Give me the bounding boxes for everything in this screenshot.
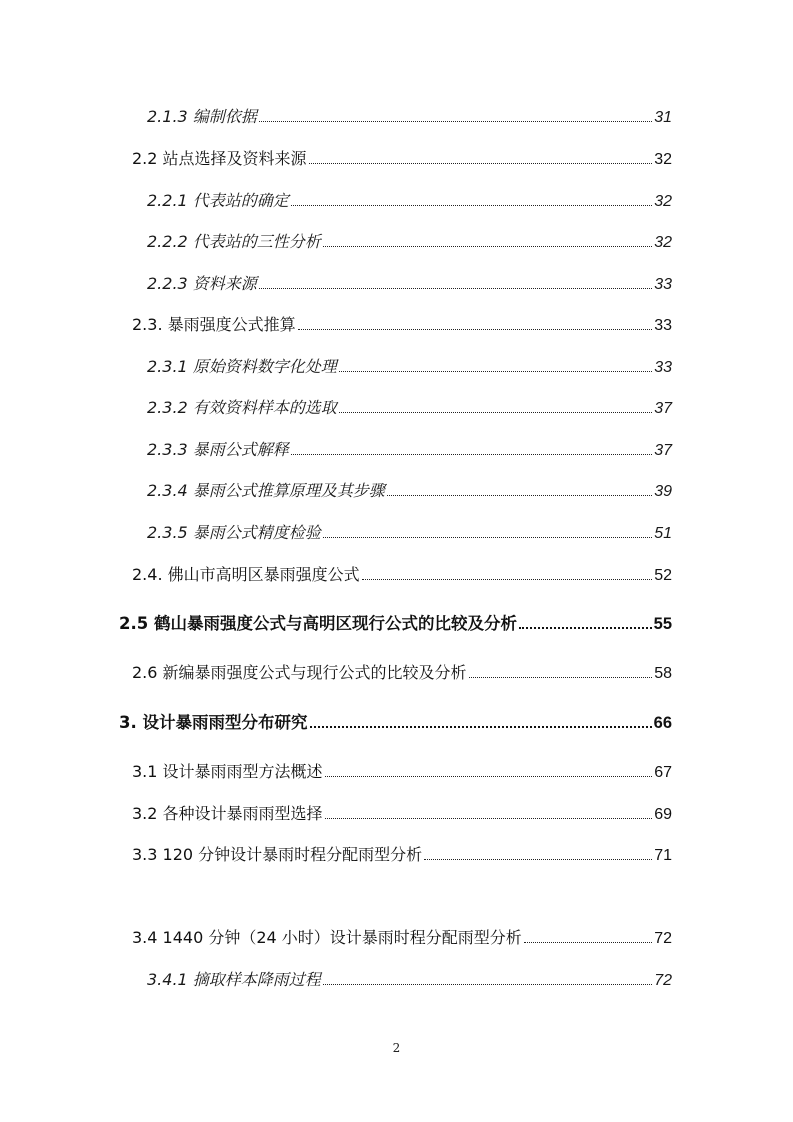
toc-entry-page: 51 [654,525,672,542]
toc-entry-2-2-2[interactable] [147,232,672,253]
toc-entry-3-1[interactable] [132,762,672,783]
toc-entry-2-1-3[interactable] [147,107,672,128]
toc-entry-label: 3. 设计暴雨雨型分布研究 [119,713,308,732]
dot-leader [362,579,653,580]
toc-entry-label: 3.2 各种设计暴雨雨型选择 [132,804,323,823]
dot-leader [310,726,652,728]
toc-entry-2-3-1[interactable] [147,357,672,378]
toc-entry-page: 32 [654,151,672,168]
toc-entry-label: 2.4. 佛山市高明区暴雨强度公式 [132,565,360,584]
toc-entry-label: 2.3.5 暴雨公式精度检验 [147,523,321,542]
toc-entry-label: 2.3.4 暴雨公式推算原理及其步骤 [147,481,385,500]
toc-entry-page: 32 [654,234,672,251]
toc-entry-3-3[interactable] [132,845,672,866]
dot-leader [298,329,653,330]
toc-entry-page: 32 [654,193,672,210]
dot-leader [259,288,652,289]
toc-entry-page: 66 [653,714,672,732]
toc-entry-2-3-5[interactable] [147,523,672,544]
page-number: 2 [392,1041,401,1055]
toc-entry-page: 37 [654,400,672,417]
toc-entry-2-2[interactable] [132,149,672,170]
toc-entry-label: 2.2.3 资料来源 [147,274,257,293]
dot-leader [339,412,652,413]
toc-entry-2-2-1[interactable] [147,191,672,212]
toc-entry-2-6[interactable] [132,663,672,684]
toc-entry-label: 2.2.1 代表站的确定 [147,191,289,210]
dot-leader [323,984,652,985]
dot-leader [469,677,653,678]
toc-entry-label: 2.1.3 编制依据 [147,107,257,126]
toc-entry-page: 33 [654,276,672,293]
toc-entry-page: 31 [654,109,672,126]
toc-entry-label: 3.3 120 分钟设计暴雨时程分配雨型分析 [132,845,423,864]
toc-entry-label: 2.2 站点选择及资料来源 [132,149,307,168]
toc-entry-2-3[interactable] [132,315,672,336]
dot-leader [291,205,652,206]
toc-entry-3[interactable] [119,713,672,733]
dot-leader [519,627,652,629]
toc-entry-page: 69 [654,806,672,823]
toc-entry-page: 33 [654,317,672,334]
toc-entry-label: 2.6 新编暴雨强度公式与现行公式的比较及分析 [132,663,467,682]
toc-entry-label: 3.4 1440 分钟（24 小时）设计暴雨时程分配雨型分析 [132,928,522,947]
toc-entry-label: 2.3.1 原始资料数字化处理 [147,357,337,376]
toc-entry-2-3-3[interactable] [147,440,672,461]
toc-entry-3-2[interactable] [132,804,672,825]
toc-entry-2-3-4[interactable] [147,481,672,502]
toc-entry-label: 3.4.1 摘取样本降雨过程 [147,970,321,989]
toc-entry-page: 58 [654,665,672,682]
toc-entry-2-5[interactable] [119,614,672,634]
toc-entry-page: 55 [653,615,672,633]
toc-entry-3-4[interactable] [132,928,672,949]
toc-entry-page: 37 [654,442,672,459]
dot-leader [259,121,652,122]
toc-entry-page: 33 [654,359,672,376]
dot-leader [309,163,653,164]
toc-entry-label: 2.5 鹤山暴雨强度公式与高明区现行公式的比较及分析 [119,614,517,633]
dot-leader [325,818,653,819]
dot-leader [339,371,652,372]
toc-entry-label: 2.3.3 暴雨公式解释 [147,440,289,459]
toc-entry-page: 71 [654,847,672,864]
dot-leader [323,537,652,538]
toc-entry-2-2-3[interactable] [147,274,672,295]
toc-entry-page: 72 [654,972,672,989]
toc-entry-label: 2.3. 暴雨强度公式推算 [132,315,296,334]
toc-entry-page: 67 [654,764,672,781]
toc-entry-label: 2.2.2 代表站的三性分析 [147,232,321,251]
toc-entry-3-4-1[interactable] [147,970,672,991]
toc-entry-2-3-2[interactable] [147,398,672,419]
dot-leader [325,776,653,777]
dot-leader [424,859,652,860]
toc-entry-page: 52 [654,567,672,584]
toc-entry-2-4[interactable] [132,565,672,586]
toc-entry-label: 3.1 设计暴雨雨型方法概述 [132,762,323,781]
dot-leader [387,495,652,496]
dot-leader [291,454,652,455]
toc-entry-label: 2.3.2 有效资料样本的选取 [147,398,337,417]
dot-leader [323,246,652,247]
toc-entry-page: 39 [654,483,672,500]
dot-leader [524,942,652,943]
toc-entry-page: 72 [654,930,672,947]
